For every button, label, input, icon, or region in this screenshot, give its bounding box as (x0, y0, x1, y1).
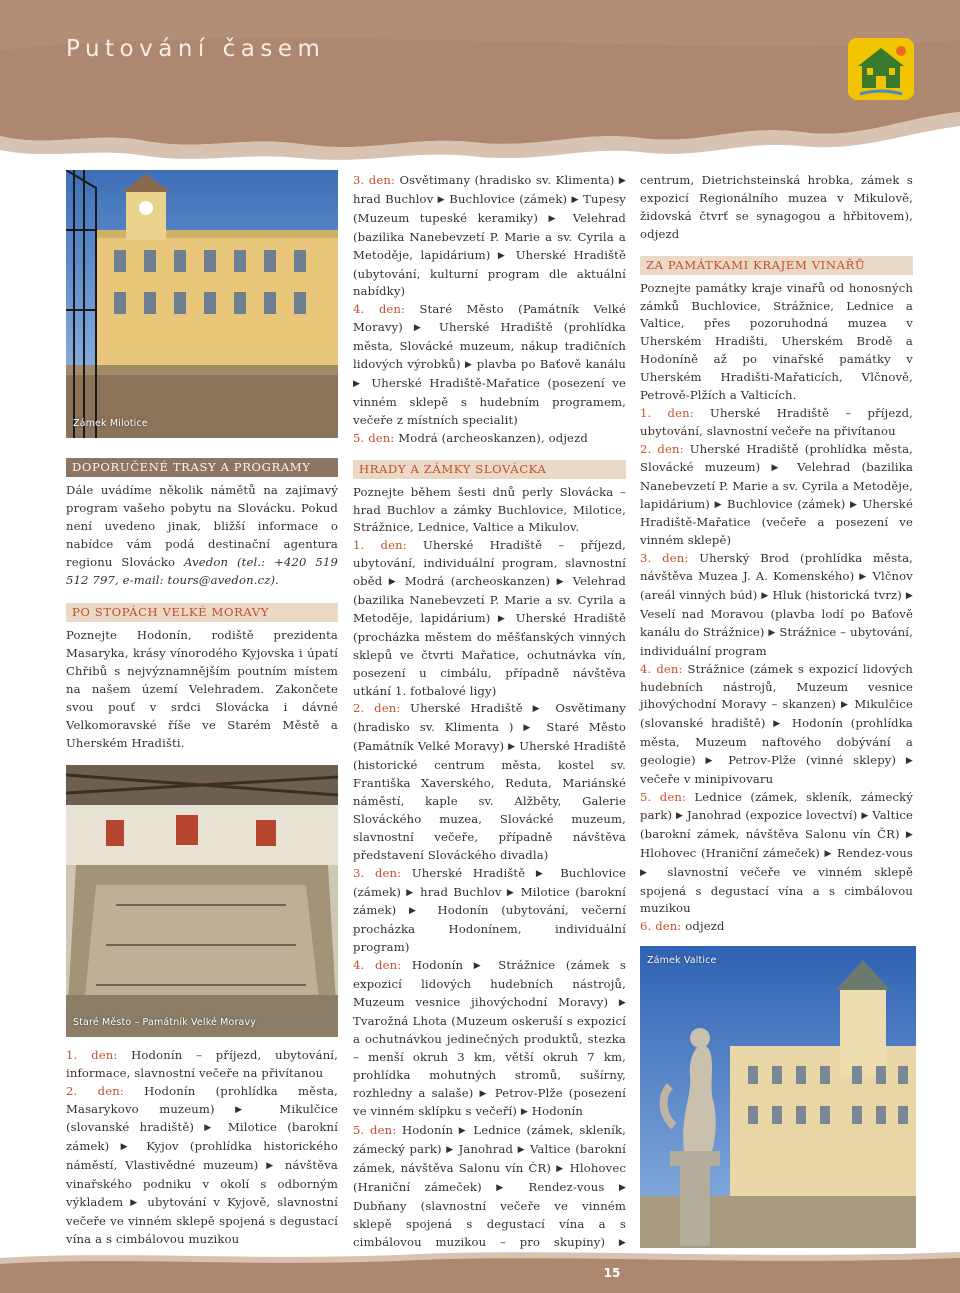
day-text: plavba po Baťově kanálu (472, 357, 626, 372)
day-text: Uherské Hradiště (ubytování, kulturní program dle aktuální nabídky) (353, 247, 626, 299)
section-heading-velka-morava: PO STOPÁCH VELKÉ MORAVY (66, 603, 338, 622)
route2-day4 (353, 957, 626, 1122)
arrow-right-icon: ▶ (204, 1123, 218, 1134)
day-text: Uherské Hradiště (historické centrum města, kostel sv. Františka Xaverského, Reduta, Mariánské náměstí, kaple sv. Alžběty, Galerie Slováckého muzea, Slovácké muzeum, slavnostní večeře, případně návštěva představení Slováckého divadla) (353, 739, 627, 862)
day-text: Milotice (barokní zámek) (66, 1120, 338, 1154)
arrow-right-icon: ▶ (640, 867, 656, 878)
day-label: 5. den: (640, 790, 687, 804)
day-text: ubytování v Kyjově, slavnostní večeře ve vinném sklepě spojená s degustací vína a s cimbálovou muzikou (66, 1195, 339, 1246)
day-text: Hodonín (401, 958, 474, 973)
day-text: Uherské Hradiště – příjezd, ubytování, individuální program, slavnostní oběd (353, 538, 627, 589)
arrow-right-icon: ▶ (618, 1183, 627, 1194)
arrow-right-icon: ▶ (464, 360, 473, 371)
day-text: Veselí nad Moravou (plavba lodí po Baťově kanálu do Strážnice) (640, 606, 913, 639)
arrow-right-icon: ▶ (517, 1145, 526, 1156)
column-right (640, 172, 913, 1248)
arrow-right-icon: ▶ (824, 848, 833, 859)
arrow-right-icon: ▶ (388, 577, 399, 588)
day-text: Uherské Hradiště (401, 865, 536, 880)
arrow-right-icon: ▶ (408, 906, 425, 917)
arrow-right-icon: ▶ (905, 829, 913, 840)
arrow-right-icon: ▶ (905, 756, 913, 767)
arrow-right-icon: ▶ (618, 1237, 626, 1248)
day-text: Uherské Hradiště (prohlídka města, Slovácké muzeum, nákup tradičních lidových výrobků) (353, 320, 626, 372)
arrow-right-icon: ▶ (768, 627, 776, 638)
route3-day5 (640, 789, 913, 918)
day-label: 5. den: (353, 1123, 397, 1138)
route3-day2 (640, 441, 913, 550)
day-label: 3. den: (353, 173, 396, 187)
route3-day6 (640, 918, 913, 936)
arrow-right-icon: ▶ (773, 719, 785, 730)
day-label: 5. den: (353, 430, 395, 445)
day-text: Petrov-Plže (posezení ve vinném sklípku s večeří) (353, 1085, 627, 1119)
castle-valtice-image (640, 946, 916, 1248)
section-heading-vinari: ZA PAMÁTKAMI KRAJEM VINAŘŮ (640, 256, 913, 275)
day-text: Mikulčice (slovanské hradiště) (640, 697, 913, 731)
day-text: Uherské Hradiště (prohlídka města, Slovácké muzeum) (640, 441, 914, 474)
footer-band (0, 1244, 960, 1293)
arrow-right-icon: ▶ (353, 378, 364, 389)
page-title: Putování časem (66, 36, 326, 62)
page-footer (0, 1244, 960, 1293)
day-text: Uherské Hradiště (procházka městem do měšťanských vinných sklepů ve čtvrti Mařatice, ochutnávka vín, posezení u cimbálu, případně návštěva utkání 1. fotbalové ligy) (353, 610, 626, 698)
day-text: Uherské Hradiště-Mařatice (večeře a posezení ve vinném sklepě) (640, 496, 913, 548)
day-text: Valtice (barokní zámek, návštěva Salonu vín ČR) (640, 807, 913, 841)
arrow-right-icon: ▶ (413, 323, 429, 334)
route2-day2 (353, 700, 626, 864)
arrow-right-icon: ▶ (714, 499, 723, 510)
arrow-right-icon: ▶ (446, 1145, 455, 1156)
section-heading-hrady: HRADY A ZÁMKY SLOVÁCKA (353, 460, 626, 479)
museum-interior-image (66, 765, 338, 1037)
day-label: 2. den: (66, 1083, 124, 1098)
day-text: návštěva vinařského podniku v okolí s odborným výkladem (66, 1158, 338, 1210)
day-text: Lednice (zámek, skleník, zámecký park) (640, 790, 914, 822)
day-text: Hodonín – příjezd, ubytování, informace, slavnostní večeře na přivítanou (66, 1047, 339, 1080)
day-text: večeře v minipivovaru (640, 772, 774, 787)
route1-day4 (353, 301, 626, 429)
route1-day5 (353, 430, 626, 448)
day-text: Hodonín (prohlídka města, Masarykovo muzeum) (66, 1083, 338, 1116)
arrow-right-icon: ▶ (571, 194, 579, 205)
day-text: Milotice (barokní zámek) (353, 884, 626, 918)
intro-text: Dále uvádíme několik námětů na zajímavý program vašeho pobytu na Slovácku. Pokud není uvedeno jinak, bližší informace o nabídce vám podá destinační agentura regionu Slovácko (66, 483, 338, 569)
route3-day4 (640, 661, 913, 789)
day-text: Hodonín (396, 1123, 459, 1138)
page-header (0, 0, 960, 165)
day-text: hrad Buchlov (353, 191, 438, 206)
day-text: Janohrad (454, 1142, 518, 1157)
arrow-right-icon: ▶ (479, 1088, 489, 1099)
day-text: Hodonín (prohlídka města, Muzeum naftového dobývání a geologie) (640, 716, 913, 768)
day-text: Tvarožná Lhota (Muzeum oskeruší s expozicí a ochutnávkou jedinečných produktů, stezka – menší okruh 3 km, větší okruh 7 km, prohlídka mohutných stromů, sušírny, rozhledny a salaše) (353, 1013, 626, 1100)
day-label: 3. den: (640, 551, 689, 566)
day-text: Buchlovice (zámek) (722, 496, 850, 511)
photo-caption: Staré Město – Památník Velké Moravy (73, 1016, 257, 1028)
photo-zamek-valtice (640, 946, 916, 1248)
day-label: 1. den: (640, 405, 694, 420)
day-label: 1. den: (353, 538, 407, 553)
route1-day1 (66, 1047, 338, 1083)
day-text: Velehrad (bazilika Nanebevzetí P. Marie a sv. Cyrila a Metoděje, lapidárium) (353, 574, 626, 625)
arrow-right-icon: ▶ (548, 213, 563, 224)
castle-milotice-image (66, 170, 338, 438)
photo-caption: Zámek Valtice (647, 955, 717, 967)
day-text: Uherské Hradiště-Mařatice (posezení ve vinném sklepě s hudebním programem, večeře z místních specialit) (353, 375, 626, 427)
route3-day3 (640, 550, 913, 660)
route2-day6-cont: centrum, Dietrichsteinská hrobka, zámek s expozicí Regionálního muzea v Mikulově, židovská čtvrť se synagogou a hřbitovem), odjezd (640, 173, 913, 241)
arrow-right-icon: ▶ (905, 591, 913, 602)
arrow-right-icon: ▶ (520, 1107, 528, 1118)
arrow-right-icon: ▶ (859, 572, 868, 583)
contact-text: Avedon (tel.: +420 519 512 797, e-mail: tours@avedon.cz). (66, 554, 338, 587)
day-text: Staré Město (Památník Velké Moravy) (353, 720, 626, 754)
route3-intro: Poznejte památky kraje vinařů od honosných zámků Buchlovice, Strážnice, Lednice a Valtice, přes pozoruhodná muzea v Uherském Hradišti, Uherském Brodě a Hodoníně až po vinařské památky v Uherském Hradišti-Mařaticích, Vlčnově, Petrově-Plžích a Valticích. (640, 280, 913, 403)
day-label: 4. den: (640, 661, 683, 676)
day-text: Velehrad (bazilika Nanebevzetí P. Marie a sv. Cyrila a Metoděje, lapidárium) (640, 459, 914, 511)
house-logo-icon (846, 36, 916, 102)
arrow-right-icon: ▶ (761, 591, 769, 602)
route1-day2 (66, 1083, 338, 1249)
day-text: Osvětimany (hradisko sv. Klimenta) (395, 173, 619, 187)
route2-intro: Poznejte během šesti dnů perly Slovácka – hrad Buchlov a zámky Buchlovice, Milotice, Strážnice, Lednice, Valtice a Mikulov. (353, 484, 626, 535)
arrow-right-icon: ▶ (458, 1126, 468, 1137)
arrow-right-icon: ▶ (535, 868, 550, 879)
day-text: Uherské Hradiště – příjezd, ubytování, slavnostní večeře na přivítanou (640, 405, 914, 438)
arrow-right-icon: ▶ (506, 887, 516, 898)
day-text: Hlohovec (Hraniční zámeček) (640, 845, 825, 860)
day-text: Janohrad (expozice lovectví) (683, 807, 862, 822)
arrow-right-icon: ▶ (235, 1104, 259, 1115)
arrow-right-icon: ▶ (556, 577, 567, 588)
day-text: Hlohovec (Hraniční zámeček) (353, 1161, 626, 1195)
photo-stare-mesto (66, 765, 338, 1037)
day-text: Buchlovice (zámek) (353, 865, 626, 899)
arrow-right-icon: ▶ (497, 250, 509, 261)
arrow-right-icon: ▶ (120, 1142, 136, 1153)
route2-day3 (353, 865, 626, 958)
day-text: Petrov-Plže (vinné sklepy) (718, 753, 906, 768)
day-label: 1. den: (66, 1047, 118, 1062)
day-label: 2. den: (640, 441, 684, 456)
day-text: slavnostní večeře ve vinném sklepě spojená s degustací vína a s cimbálovou muzikou (640, 864, 913, 916)
day-text: hrad Buchlov (414, 884, 507, 899)
day-label: 4. den: (353, 958, 402, 973)
day-label: 6. den: (640, 919, 682, 934)
day-text: Rendez-vous (832, 845, 913, 860)
arrow-right-icon: ▶ (497, 613, 509, 624)
day-text: odjezd (681, 919, 725, 934)
route1-day3 (353, 172, 626, 301)
intro-paragraph (66, 482, 338, 589)
day-label: 4. den: (353, 302, 406, 317)
day-text: Lednice (zámek, skleník, zámecký park) (353, 1123, 627, 1157)
column-middle (353, 172, 626, 1289)
arrow-right-icon: ▶ (508, 742, 516, 753)
page-number: 15 (603, 1266, 621, 1280)
day-text: Staré Město (Památník Velké Moravy) (353, 302, 626, 335)
day-text: Uherské Hradiště (400, 701, 533, 716)
arrow-right-icon: ▶ (771, 462, 786, 473)
column-left (66, 170, 338, 1249)
arrow-right-icon: ▶ (437, 194, 446, 205)
day-text: Vlčnov (areál vinných búd) (640, 569, 913, 603)
arrow-right-icon: ▶ (861, 810, 869, 821)
day-text: Rendez-vous (513, 1180, 619, 1195)
day-text: Kyjov (prohlídka historického náměstí, Vlastivědné muzeum) (66, 1139, 338, 1173)
day-text: Hluk (historická tvrz) (768, 588, 906, 603)
arrow-right-icon: ▶ (618, 176, 626, 186)
arrow-right-icon: ▶ (266, 1161, 278, 1172)
day-text: Osvětimany (hradisko sv. Klimenta ) (353, 701, 626, 735)
day-text: Strážnice (zámek s expozicí lidových hudebních nástrojů, Muzeum vesnice jihovýchodní Moravy) (353, 958, 626, 1009)
day-text: Velehrad (bazilika Nanebevzetí P. Marie a sv. Cyrila a Metoděje, lapidárium) (353, 210, 626, 262)
arrow-right-icon: ▶ (556, 1164, 565, 1175)
arrow-right-icon: ▶ (130, 1198, 141, 1209)
arrow-right-icon: ▶ (406, 887, 415, 898)
photo-zamek-milotice (66, 170, 338, 438)
day-text: Hodonín (ubytování, večerní procházka Hodonínem, individuální program) (353, 903, 626, 955)
day-text: Modrá (archeoskanzen), odjezd (394, 430, 588, 445)
day-text: Strážnice (zámek s expozicí lidových hudebních nástrojů, Muzeum vesnice jihovýchodní Moravy – skanzen) (640, 661, 913, 712)
route2-day1 (353, 537, 626, 700)
route-intro: Poznejte Hodonín, rodiště prezidenta Masaryka, krásy vínorodého Kyjovska i úpatí Chřibů s nejvýznamnějším poutním místem na našem území Velehradem. Zakončete svou pouť v srdci Slovácka i dávné Velkomoravské říše ve Starém Městě a Uherském Hradišti. (66, 628, 338, 750)
day-text: Mikulčice (slovanské hradiště) (66, 1101, 338, 1135)
route3-day1 (640, 405, 913, 441)
arrow-right-icon: ▶ (496, 1183, 514, 1194)
day-text: Hodonín (527, 1104, 583, 1119)
day-label: 2. den: (353, 701, 401, 716)
arrow-right-icon: ▶ (473, 961, 488, 972)
arrow-right-icon: ▶ (841, 700, 850, 711)
day-text: Strážnice – ubytování, individuální program (640, 624, 913, 658)
header-banner (0, 0, 960, 165)
day-text: Uherský Brod (prohlídka města, návštěva Muzea J. A. Komenského) (640, 551, 913, 584)
day-text: Tupesy (Muzeum tupeské keramiky) (353, 191, 627, 225)
day-text: Buchlovice (zámek) (445, 191, 572, 206)
arrow-right-icon: ▶ (523, 723, 537, 734)
photo-caption: Zámek Milotice (73, 418, 148, 430)
day-text: Modrá (archeoskanzen) (398, 574, 557, 589)
arrow-right-icon: ▶ (705, 756, 719, 767)
day-label: 3. den: (353, 865, 402, 880)
day-text: Valtice (barokní zámek, návštěva Salonu vín ČR) (353, 1142, 626, 1176)
arrow-right-icon: ▶ (676, 810, 684, 821)
arrow-right-icon: ▶ (618, 997, 626, 1008)
arrow-right-icon: ▶ (532, 704, 546, 715)
day-text: Dubňany (slavnostní večeře ve vinném sklepě spojená s degustací vína a s cimbálovou muzikou – pro skupiny) (353, 1198, 626, 1249)
arrow-right-icon: ▶ (850, 499, 858, 510)
section-heading-doporucene: DOPORUČENÉ TRASY A PROGRAMY (66, 458, 338, 477)
